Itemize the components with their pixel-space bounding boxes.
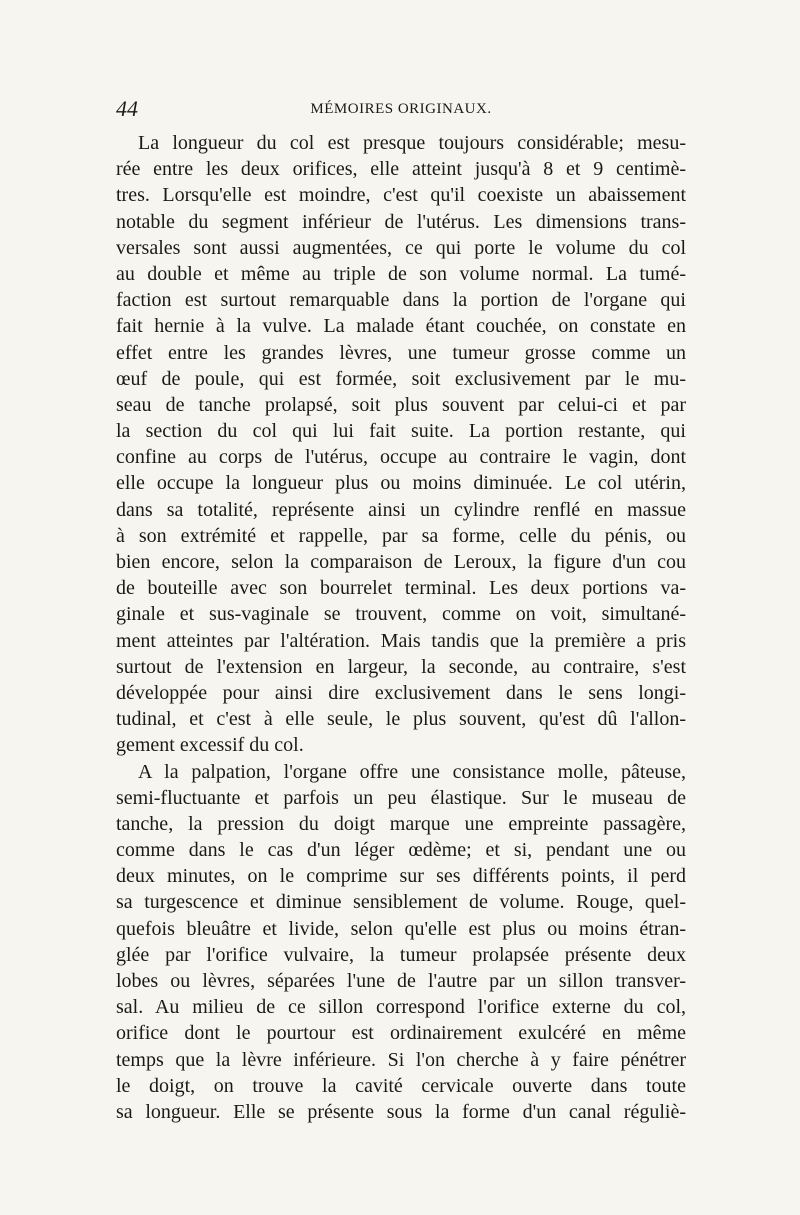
text-line: notable du segment inférieur de l'utérus. Les dimensions trans- [116, 210, 686, 233]
text-line: sal. Au milieu de ce sillon correspond l'orifice externe du col, [116, 996, 686, 1019]
text-line: fait hernie à la vulve. La malade étant couchée, on constate en [116, 315, 686, 338]
text-line: le doigt, on trouve la cavité cervicale ouverte dans toute [116, 1074, 686, 1097]
text-line: comme dans le cas d'un léger œdème; et si, pendant une ou [116, 839, 686, 862]
text-line: tres. Lorsqu'elle est moindre, c'est qu'il coexiste un abaissement [116, 184, 686, 207]
text-line: A la palpation, l'organe offre une consistance molle, pâteuse, [138, 760, 686, 783]
text-line: semi-fluctuante et parfois un peu élastique. Sur le museau de [116, 786, 686, 809]
text-line: bien encore, selon la comparaison de Leroux, la figure d'un cou [116, 551, 686, 573]
text-line: surtout de l'extension en largeur, la seconde, au contraire, s'est [116, 655, 686, 678]
text-line: ment atteintes par l'altération. Mais tandis que la première a pris [116, 629, 686, 652]
text-line: la section du col qui lui fait suite. La portion restante, qui [116, 420, 686, 443]
text-line: deux minutes, on le comprime sur ses différents points, il perd [116, 865, 686, 888]
text-line: elle occupe la longueur plus ou moins diminuée. Le col utérin, [116, 472, 686, 495]
text-line: gement excessif du col. [116, 734, 304, 757]
text-line: quefois bleuâtre et livide, selon qu'elle est plus ou moins étran- [116, 917, 686, 940]
text-line: versales sont aussi augmentées, ce qui porte le volume du col [116, 236, 686, 259]
text-line: temps que la lèvre inférieure. Si l'on cherche à y faire pénétrer [116, 1048, 686, 1071]
text-line: orifice dont le pourtour est ordinairement exulcéré en même [116, 1022, 686, 1045]
text-line: glée par l'orifice vulvaire, la tumeur prolapsée présente deux [116, 943, 686, 966]
text-line: faction est surtout remarquable dans la portion de l'organe qui [116, 289, 686, 312]
text-line: seau de tanche prolapsé, soit plus souvent par celui-ci et par [116, 393, 686, 416]
text-line: tanche, la pression du doigt marque une empreinte passagère, [116, 812, 686, 835]
text-line: confine au corps de l'utérus, occupe au contraire le vagin, dont [116, 446, 686, 469]
text-line: ginale et sus-vaginale se trouvent, comme on voit, simultané- [116, 603, 686, 626]
running-title: MÉMOIRES ORIGINAUX. [310, 101, 492, 117]
text-line: au double et même au triple de son volume normal. La tumé- [116, 262, 686, 285]
page-number: 44 [116, 96, 138, 121]
text-line: de bouteille avec son bourrelet terminal. Les deux portions va- [116, 577, 686, 600]
text-line: tudinal, et c'est à elle seule, le plus souvent, qu'est dû l'allon- [116, 708, 686, 731]
text-line: développée pour ainsi dire exclusivement dans le sens longi- [116, 681, 686, 704]
text-line: à son extrémité et rappelle, par sa forme, celle du pénis, ou [116, 524, 686, 547]
text-line: sa longueur. Elle se présente sous la forme d'un canal réguliè- [116, 1100, 686, 1123]
page-header [116, 96, 686, 124]
text-line: rée entre les deux orifices, elle atteint jusqu'à 8 et 9 centimè- [116, 158, 686, 181]
text-line: effet entre les grandes lèvres, une tumeur grosse comme un [116, 341, 686, 364]
text-line: œuf de poule, qui est formée, soit exclusivement par le mu- [116, 367, 686, 390]
text-line: lobes ou lèvres, séparées l'une de l'autre par un sillon transver- [116, 970, 686, 992]
text-line: dans sa totalité, représente ainsi un cylindre renflé en massue [116, 498, 686, 521]
body-text [116, 130, 686, 1125]
text-line: La longueur du col est presque toujours considérable; mesu- [138, 132, 686, 154]
text-line: sa turgescence et diminue sensiblement de volume. Rouge, quel- [116, 891, 686, 914]
